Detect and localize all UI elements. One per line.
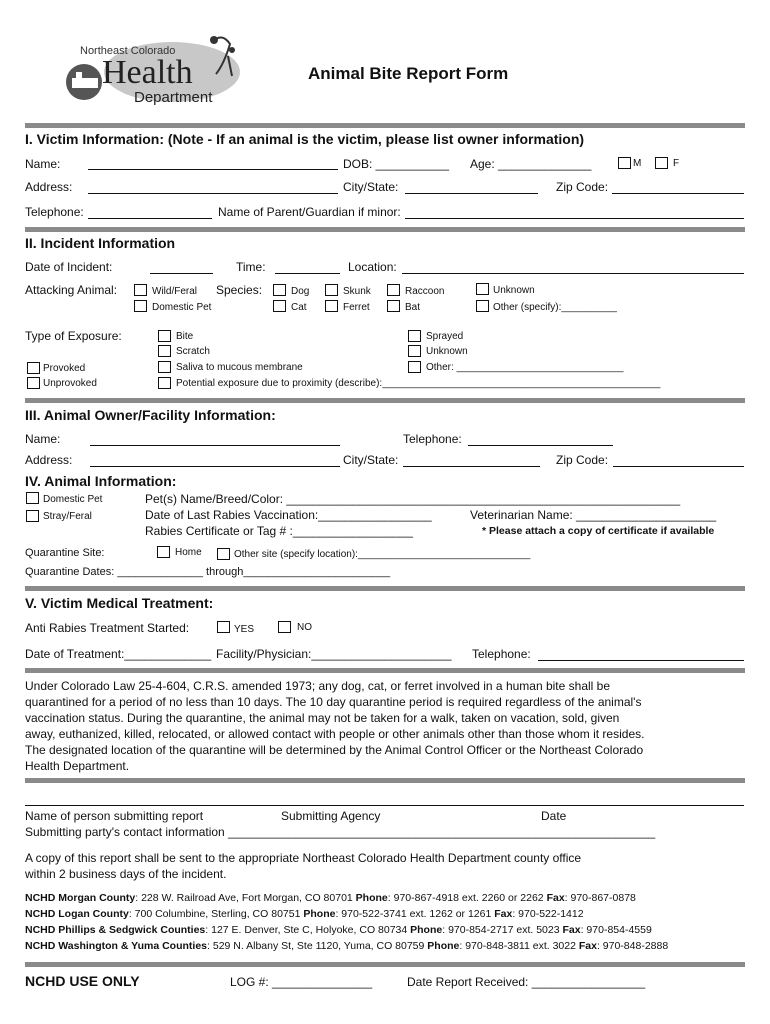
unknown-exposure-label: Unknown — [426, 346, 468, 357]
animal-heading: IV. Animal Information: — [25, 473, 177, 489]
no-checkbox[interactable] — [278, 621, 291, 633]
office-fax-label: Fax — [494, 908, 513, 920]
home-label: Home — [175, 547, 202, 558]
exposure-label: Type of Exposure: — [25, 329, 122, 343]
law-paragraph: Under Colorado Law 25-4-604, C.R.S. amended 1973; any dog, cat, or ferret involved in a human bite shall be quarantined for a period of no less than 10 days. The 10 day quarantine period is required regardless of the animal's vaccination status. During the quarantine, the animal may not be taken for a walk, taken on vacation, sold, given away, euthanized, killed, relocated, or allowed contact with people or other animals other than those whom it resides. The designated location of the quarantine will be determined by the Animal Control Officer or the Northeast Colorado Health Department. — [25, 679, 645, 773]
victim-age[interactable]: Age: ______________ — [470, 157, 592, 171]
quarantine-site-label: Quarantine Site: — [25, 547, 105, 559]
incident-heading: II. Incident Information — [25, 235, 176, 251]
attach-note: * Please attach a copy of certificate if available — [482, 525, 715, 537]
office-phone: : 970-854-2717 ext. 5023 — [442, 924, 563, 936]
cat-checkbox[interactable] — [273, 300, 286, 312]
office-phone-label: Phone — [355, 892, 388, 904]
animal-domestic-label: Domestic Pet — [43, 494, 103, 505]
bite-label: Bite — [176, 331, 194, 342]
owner-city-label: City/State: — [343, 453, 399, 467]
copy-note-1: A copy of this report shall be sent to the appropriate Northeast Colorado Health Department county office — [25, 851, 582, 865]
victim-name-field[interactable] — [88, 169, 338, 170]
victim-dob[interactable]: DOB: ___________ — [343, 157, 450, 171]
office-fax: : 970-522-1412 — [512, 908, 584, 920]
divider — [25, 962, 745, 967]
unprovoked-checkbox[interactable] — [27, 377, 40, 389]
skunk-label: Skunk — [343, 286, 371, 297]
logo — [62, 26, 252, 110]
potential-label[interactable]: Potential exposure due to proximity (describe):__________________________________________________ — [176, 378, 661, 389]
unknown-exposure-checkbox[interactable] — [408, 345, 421, 357]
bat-checkbox[interactable] — [387, 300, 400, 312]
office-address: : 127 E. Denver, Ste C, Holyoke, CO 80734 — [205, 924, 411, 936]
office-logan — [25, 909, 584, 920]
office-phone-label: Phone — [303, 908, 336, 920]
sex-f-label: F — [673, 158, 680, 169]
veterinarian-name[interactable]: Veterinarian Name: _____________________ — [470, 508, 717, 522]
victim-telephone-field[interactable] — [88, 218, 212, 219]
medical-heading: V. Victim Medical Treatment: — [25, 595, 214, 611]
logo-dept: Department — [134, 89, 213, 106]
saliva-checkbox[interactable] — [158, 361, 171, 373]
facility-physician[interactable]: Facility/Physician:_____________________ — [216, 647, 452, 661]
office-phone: : 970-867-4918 ext. 2260 or 2262 — [387, 892, 547, 904]
incident-time-field[interactable] — [275, 273, 340, 274]
yes-checkbox[interactable] — [217, 621, 230, 633]
owner-zip-field[interactable] — [613, 466, 744, 467]
raccoon-checkbox[interactable] — [387, 284, 400, 296]
anti-rabies-label: Anti Rabies Treatment Started: — [25, 621, 190, 635]
rabies-certificate[interactable]: Rabies Certificate or Tag # :__________________ — [145, 524, 413, 538]
saliva-label: Saliva to mucous membrane — [176, 362, 303, 373]
owner-telephone-label: Telephone: — [403, 432, 462, 446]
copy-note-2: within 2 business days of the incident. — [25, 867, 227, 881]
owner-telephone-field[interactable] — [468, 445, 613, 446]
scratch-label: Scratch — [176, 346, 210, 357]
office-county: NCHD Morgan County — [25, 892, 136, 904]
office-phillips — [25, 925, 652, 936]
submitter-line[interactable] — [25, 805, 744, 806]
office-county: NCHD Washington & Yuma Counties — [25, 940, 208, 952]
other-species-checkbox[interactable] — [476, 300, 489, 312]
unprovoked-label: Unprovoked — [43, 378, 97, 389]
skunk-checkbox[interactable] — [325, 284, 338, 296]
owner-city-field[interactable] — [403, 466, 540, 467]
victim-zip-label: Zip Code: — [556, 180, 609, 194]
submit-date-label: Date — [541, 809, 567, 823]
owner-name-field[interactable] — [90, 445, 340, 446]
dog-checkbox[interactable] — [273, 284, 286, 296]
office-phone: : 970-522-3741 ext. 1262 or 1261 — [335, 908, 495, 920]
domestic-checkbox[interactable] — [134, 300, 147, 312]
wild-label: Wild/Feral — [152, 286, 198, 297]
other-site-label[interactable]: Other site (specify location):_______________________________ — [234, 549, 531, 560]
victim-address-label: Address: — [25, 180, 73, 194]
scratch-checkbox[interactable] — [158, 345, 171, 357]
divider — [25, 123, 745, 128]
office-fax-label: Fax — [578, 940, 597, 952]
species-label: Species: — [216, 283, 263, 297]
other-exposure-checkbox[interactable] — [408, 361, 421, 373]
parent-label: Name of Parent/Guardian if minor: — [218, 205, 401, 219]
divider — [25, 778, 745, 783]
animal-domestic-checkbox[interactable] — [26, 492, 39, 504]
office-washington — [25, 941, 668, 952]
pet-names[interactable]: Pet(s) Name/Breed/Color: ___________________________________________________________ — [145, 492, 681, 506]
office-fax: : 970-848-2888 — [596, 940, 669, 952]
sex-f-checkbox[interactable] — [655, 157, 668, 169]
yes-label: YES — [234, 624, 255, 635]
other-site-checkbox[interactable] — [217, 548, 230, 560]
owner-heading: III. Animal Owner/Facility Information: — [25, 407, 276, 423]
sprayed-label: Sprayed — [426, 331, 464, 342]
submitter-name-label: Name of person submitting report — [25, 809, 204, 823]
office-address: : 529 N. Albany St, Ste 1120, Yuma, CO 80759 — [207, 940, 428, 952]
animal-stray-label: Stray/Feral — [43, 511, 92, 522]
owner-name-label: Name: — [25, 432, 61, 446]
other-exposure-label[interactable]: Other: ______________________________ — [426, 362, 624, 373]
victim-name-label: Name: — [25, 157, 61, 171]
owner-address-label: Address: — [25, 453, 73, 467]
victim-telephone-label: Telephone: — [25, 205, 84, 219]
unknown-label: Unknown — [493, 285, 535, 296]
office-phone: : 970-848-3811 ext. 3022 — [459, 940, 579, 952]
contact-info[interactable]: Submitting party's contact information ________________________________________________________________ — [25, 825, 656, 839]
logo-org: Northeast Colorado — [80, 45, 176, 57]
divider — [25, 398, 745, 403]
office-fax-label: Fax — [562, 924, 581, 936]
attacking-label: Attacking Animal: — [25, 283, 118, 297]
owner-address-field[interactable] — [90, 466, 340, 467]
unknown-checkbox[interactable] — [476, 283, 489, 295]
office-phone-label: Phone — [410, 924, 443, 936]
home-checkbox[interactable] — [157, 546, 170, 558]
divider — [25, 586, 745, 591]
logo-health: Health — [102, 54, 193, 91]
victim-zip-field[interactable] — [612, 193, 744, 194]
incident-location-field[interactable] — [402, 273, 744, 274]
quarantine-dates[interactable]: Quarantine Dates: ______________ through________________________ — [25, 566, 391, 578]
provoked-label: Provoked — [43, 363, 86, 374]
sex-m-checkbox[interactable] — [618, 157, 631, 169]
domestic-label: Domestic Pet — [152, 302, 212, 313]
victim-address-field[interactable] — [88, 193, 338, 194]
office-address: : 700 Columbine, Sterling, CO 80751 — [128, 908, 304, 920]
office-fax: : 970-867-0878 — [564, 892, 636, 904]
other-species-label[interactable]: Other (specify):__________ — [493, 302, 617, 313]
office-morgan — [25, 893, 636, 904]
page-title: Animal Bite Report Form — [308, 64, 509, 83]
office-fax-label: Fax — [546, 892, 565, 904]
bat-label: Bat — [405, 302, 421, 313]
animal-stray-checkbox[interactable] — [26, 510, 39, 522]
wild-checkbox[interactable] — [134, 284, 147, 296]
incident-date-label: Date of Incident: — [25, 260, 113, 274]
submitting-agency-label: Submitting Agency — [281, 809, 381, 823]
office-county: NCHD Phillips & Sedgwick Counties — [25, 924, 206, 936]
medical-telephone-label: Telephone: — [472, 647, 531, 661]
ferret-checkbox[interactable] — [325, 300, 338, 312]
sex-m-label: M — [633, 158, 642, 169]
incident-date-field[interactable] — [150, 273, 213, 274]
dog-label: Dog — [291, 286, 310, 297]
potential-checkbox[interactable] — [158, 377, 171, 389]
raccoon-label: Raccoon — [405, 286, 445, 297]
incident-time-label: Time: — [236, 260, 266, 274]
office-fax: : 970-854-4559 — [580, 924, 652, 936]
office-address: : 228 W. Railroad Ave, Fort Morgan, CO 80701 — [135, 892, 356, 904]
no-label: NO — [297, 622, 312, 633]
vaccination-date[interactable]: Date of Last Rabies Vaccination:_________________ — [145, 508, 432, 522]
divider — [25, 668, 745, 673]
office-phone-label: Phone — [427, 940, 460, 952]
treatment-date[interactable]: Date of Treatment:_____________ — [25, 647, 212, 661]
date-received[interactable]: Date Report Received: _________________ — [407, 975, 646, 989]
medical-telephone-field[interactable] — [538, 660, 744, 661]
bite-checkbox[interactable] — [158, 330, 171, 342]
cat-label: Cat — [291, 302, 307, 313]
use-only-label: NCHD USE ONLY — [25, 973, 140, 989]
divider — [25, 227, 745, 232]
incident-location-label: Location: — [348, 260, 397, 274]
parent-field[interactable] — [405, 218, 744, 219]
victim-city-field[interactable] — [405, 193, 538, 194]
victim-city-label: City/State: — [343, 180, 399, 194]
victim-heading: I. Victim Information: (Note - If an animal is the victim, please list owner information) — [25, 131, 585, 147]
log-number[interactable]: LOG #: _______________ — [230, 975, 373, 989]
ferret-label: Ferret — [343, 302, 370, 313]
provoked-checkbox[interactable] — [27, 362, 40, 374]
sprayed-checkbox[interactable] — [408, 330, 421, 342]
owner-zip-label: Zip Code: — [556, 453, 609, 467]
office-county: NCHD Logan County — [25, 908, 129, 920]
